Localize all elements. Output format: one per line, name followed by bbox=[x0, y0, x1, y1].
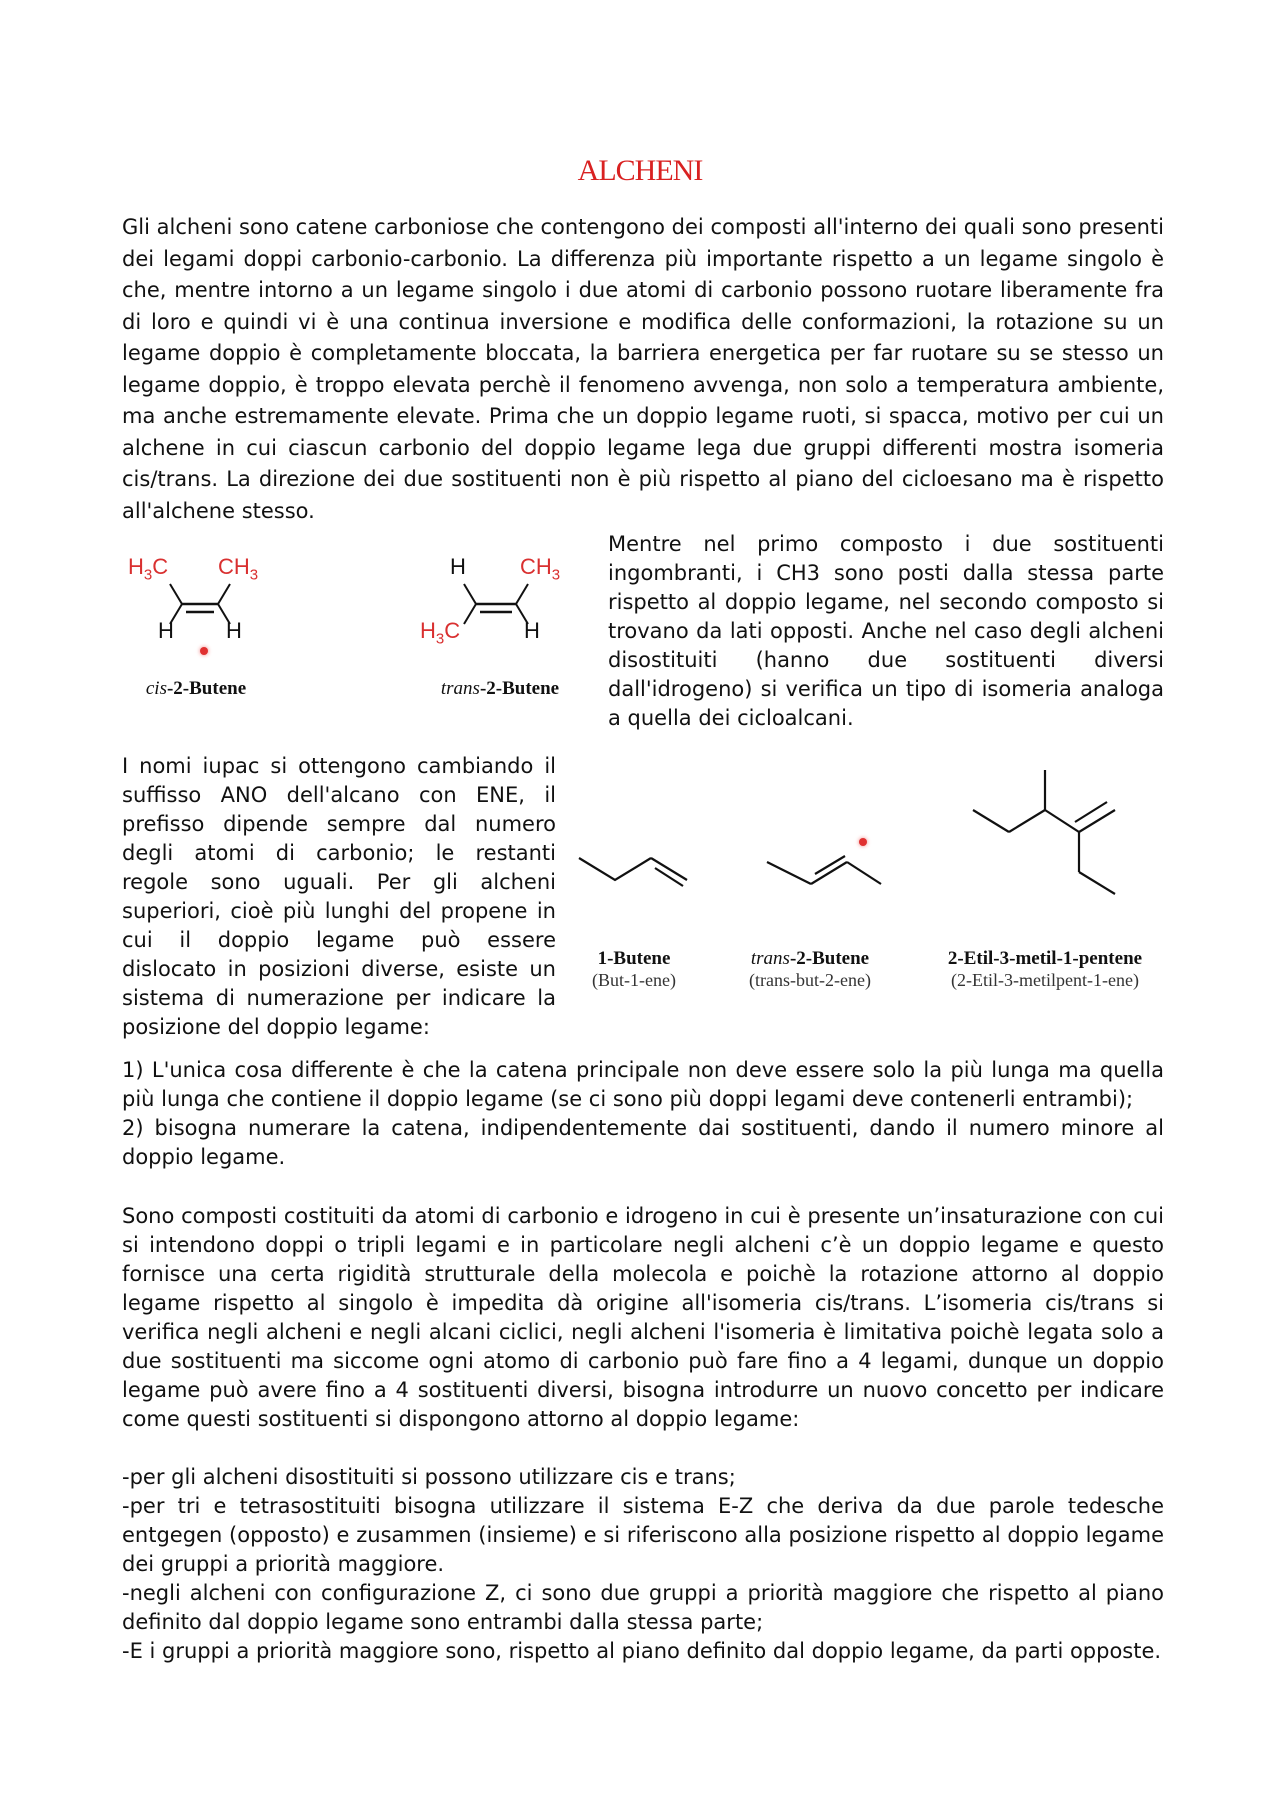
trans-2-butene-caption: trans-2-Butene bbox=[440, 678, 560, 699]
2-etil-3-metil-1-pentene-caption: 2-Etil-3-metil-1-pentene (2-Etil-3-metilpent-1-ene) bbox=[947, 948, 1143, 990]
intro-paragraph: Gli alcheni sono catene carboniose che contengono dei composti all'interno dei quali sono presenti dei legami doppi carbonio-carbonio. La differenza più importante rispetto a un legame singolo è che, mentre intorno a un legame singolo i due atomi di carbonio possono ruotare liberamente fra di loro e quindi vi è una continua inversione e modifica delle conformazioni, la rotazione su un legame doppio è completamente bloccata, la barriera energetica per far ruotare su se stesso un legame doppio, è troppo elevata perchè il fenomeno avvenga, non solo a temperatura ambiente, ma anche estremamente elevate. Prima che un doppio legame ruoti, si spacca, motivo per cui un alchene in cui ciascun carbonio del doppio legame lega due gruppi differenti mostra isomeria cis/trans. La direzione dei due sostituenti non è più rispetto al piano del cicloesano ma è rispetto all'alchene stesso. bbox=[122, 215, 1164, 523]
h-right-label: H bbox=[226, 618, 242, 643]
skeletal-structures bbox=[575, 760, 1215, 935]
trans-2-butene-skeletal-caption: trans-2-Butene (trans-but-2-ene) bbox=[749, 948, 871, 990]
h-top-label: H bbox=[450, 554, 466, 579]
list-item: -E i gruppi a priorità maggiore sono, rispetto al piano definito dal doppio legame, da parti opposte. bbox=[122, 1639, 1162, 1663]
cis-trans-note-paragraph: Mentre nel primo composto i due sostituenti ingombranti, i CH3 sono posti dalla stessa parte rispetto al doppio legame, nel secondo composto si trovano da lati opposti. Anche nel caso degli alcheni disostituiti (hanno due sostituenti diversi dall'idrogeno) si verifica un tipo di isomeria analoga a quella dei cicloalcani. bbox=[608, 532, 1164, 730]
list-item: -negli alcheni con configurazione Z, ci sono due gruppi a priorità maggiore che rispetto al piano definito dal doppio legame sono entrambi dalla stessa parte; bbox=[122, 1581, 1164, 1634]
definition-paragraph: Sono composti costituiti da atomi di carbonio e idrogeno in cui è presente un’insaturazione con cui si intendono doppi o tripli legami e in particolare negli alcheni c’è un doppio legame e questo fornisce una certa rigidità strutturale della molecola e poichè la rotazione attorno al doppio legame rispetto al singolo è impedita dà origine all'isomeria cis/trans. L’isomeria cis/trans si verifica negli alcheni e negli alcani ciclici, negli alcheni l'isomeria è limitativa poichè legata solo a due sostituenti ma siccome ogni atomo di carbonio può fare fino a 4 legami, dunque un doppio legame può avere fino a 4 sostituenti diversi, bisogna introdurre un nuovo concetto per indicare come questi sostituenti si dispongono attorno al doppio legame: bbox=[122, 1204, 1164, 1431]
rule-2: 2) bisogna numerare la catena, indipendentemente dai sostituenti, dando il numero minore al doppio legame. bbox=[122, 1116, 1164, 1169]
1-butene-caption: 1-Butene (But-1-ene) bbox=[592, 948, 676, 990]
red-dot-marker bbox=[859, 838, 867, 846]
iupac-paragraph: I nomi iupac si ottengono cambiando il suffisso ANO dell'alcano con ENE, il prefisso dipende sempre dal numero degli atomi di carbonio; le restanti regole sono uguali. Per gli alcheni superiori, cioè più lunghi del propene in cui il doppio legame può essere dislocato in posizioni diverse, esiste un sistema di numerazione per indicare la posizione del doppio legame: bbox=[122, 754, 556, 1039]
h3c-label: $H_3C$ bbox=[420, 618, 461, 648]
2-etil-3-metil-1-pentene-skeleton bbox=[973, 770, 1115, 894]
ch3-label: $CH_3$ bbox=[218, 554, 259, 584]
page-title: ALCHENI bbox=[577, 154, 703, 187]
red-dot-marker bbox=[200, 647, 208, 655]
rule-1: 1) L'unica cosa differente è che la catena principale non deve essere solo la più lunga ma quella più lunga che contiene il doppio legame (se ci sono più doppi legami deve contenerli entrambi); bbox=[122, 1058, 1164, 1111]
h-bottom-label: H bbox=[524, 618, 540, 643]
list-item: -per tri e tetrasostituiti bisogna utilizzare il sistema E-Z che deriva da due parole tedesche entgegen (opposto) e zusammen (insieme) e si riferiscono alla posizione rispetto al doppio legame dei gruppi a priorità maggiore. bbox=[122, 1494, 1164, 1576]
list-item: -per gli alcheni disostituiti si possono utilizzare cis e trans; bbox=[122, 1465, 736, 1489]
h-left-label: H bbox=[158, 618, 174, 643]
h3c-label: $H_3C$ bbox=[128, 554, 169, 584]
ch3-label: $CH_3$ bbox=[520, 554, 561, 584]
1-butene-skeleton bbox=[579, 858, 687, 886]
cis-2-butene-caption: cis-2-Butene bbox=[145, 678, 247, 699]
trans-2-butene-skeleton bbox=[767, 856, 881, 884]
trans-2-butene-bonds bbox=[420, 548, 590, 668]
